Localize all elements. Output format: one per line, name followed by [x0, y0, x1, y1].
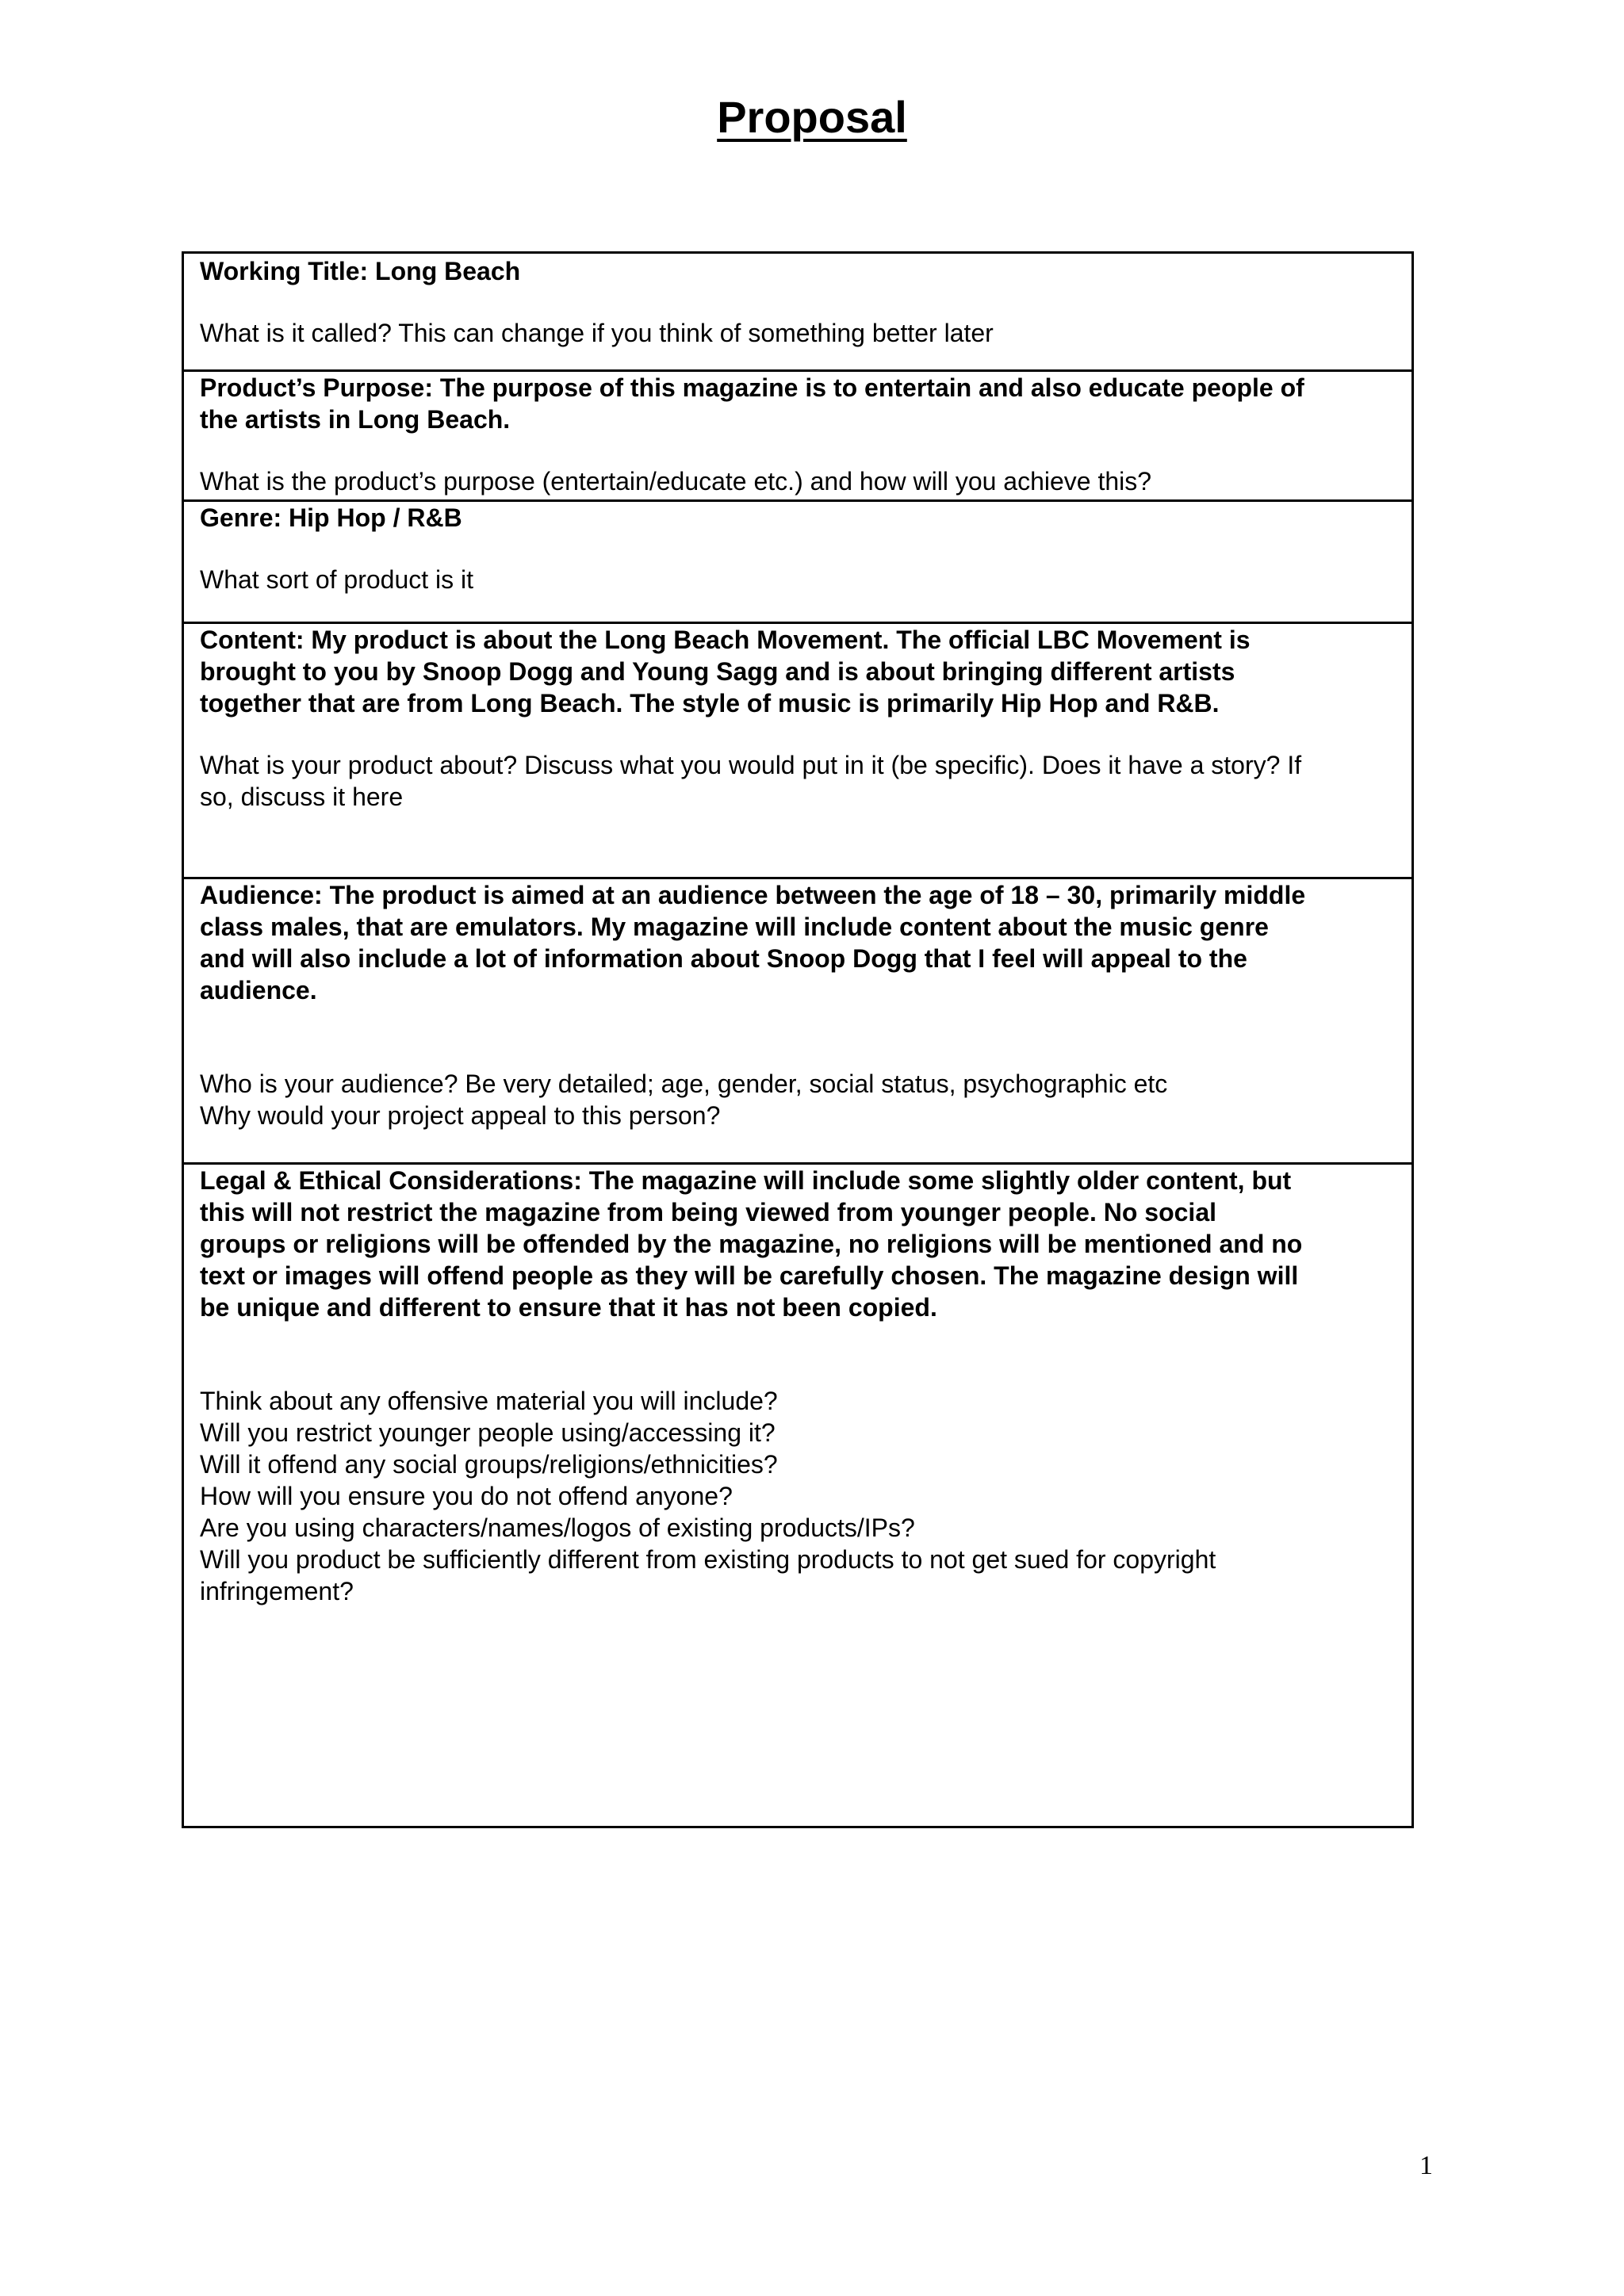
page-number: 1 [1419, 2151, 1433, 2180]
row-legal-ethical [184, 1162, 1411, 1826]
row-prompt: Think about any offensive material you will include? Will you restrict younger people using/accessing it? Will it offend any social groups/religions/ethnicities? How will you ensure you do not offend anyone? Are you using characters/names/logos of existing products/IPs? Will you product be sufficiently different from existing products to not get sued for copyright infringement? [200, 1387, 1216, 1605]
row-prompt: Who is your audience? Be very detailed; age, gender, social status, psychographic etc Why would your project appeal to this person? [200, 1070, 1168, 1130]
row-answer: Audience: The product is aimed at an audience between the age of 18 – 30, primarily middle class males, that are emulators. My magazine will include content about the music genre and will also include a lot of information about Snoop Dogg that I feel will appeal to the audience. [200, 881, 1306, 1004]
row-answer: Genre: Hip Hop / R&B [200, 503, 462, 532]
row-prompt: What is your product about? Discuss what you would put in it (be specific). Does it have a story? If so, discuss it here [200, 751, 1302, 811]
row-genre [184, 499, 1411, 622]
row-answer: Product’s Purpose: The purpose of this magazine is to entertain and also educate people of the artists in Long Beach. [200, 373, 1304, 434]
proposal-table [182, 251, 1414, 1828]
row-answer: Working Title: Long Beach [200, 257, 521, 285]
row-content [184, 622, 1411, 877]
row-prompt: What sort of product is it [200, 565, 474, 594]
row-answer: Legal & Ethical Considerations: The magazine will include some slightly older content, but this will not restrict the magazine from being viewed from younger people. No social groups or religions will be offended by the magazine, no religions will be mentioned and no text or images will offend people as they will be carefully chosen. The magazine design will be unique and different to ensure that it has not been copied. [200, 1166, 1303, 1322]
row-answer: Content: My product is about the Long Beach Movement. The official LBC Movement is brought to you by Snoop Dogg and Young Sagg and is about bringing different artists together that are from Long Beach. The style of music is primarily Hip Hop and R&B. [200, 626, 1251, 718]
row-prompt: What is the product’s purpose (entertain/educate etc.) and how will you achieve this? [200, 467, 1152, 496]
row-prompt: What is it called? This can change if you think of something better later [200, 319, 994, 347]
page-title: Proposal [717, 92, 907, 142]
row-products-purpose [184, 369, 1411, 499]
row-working-title [184, 254, 1411, 369]
row-audience [184, 877, 1411, 1162]
